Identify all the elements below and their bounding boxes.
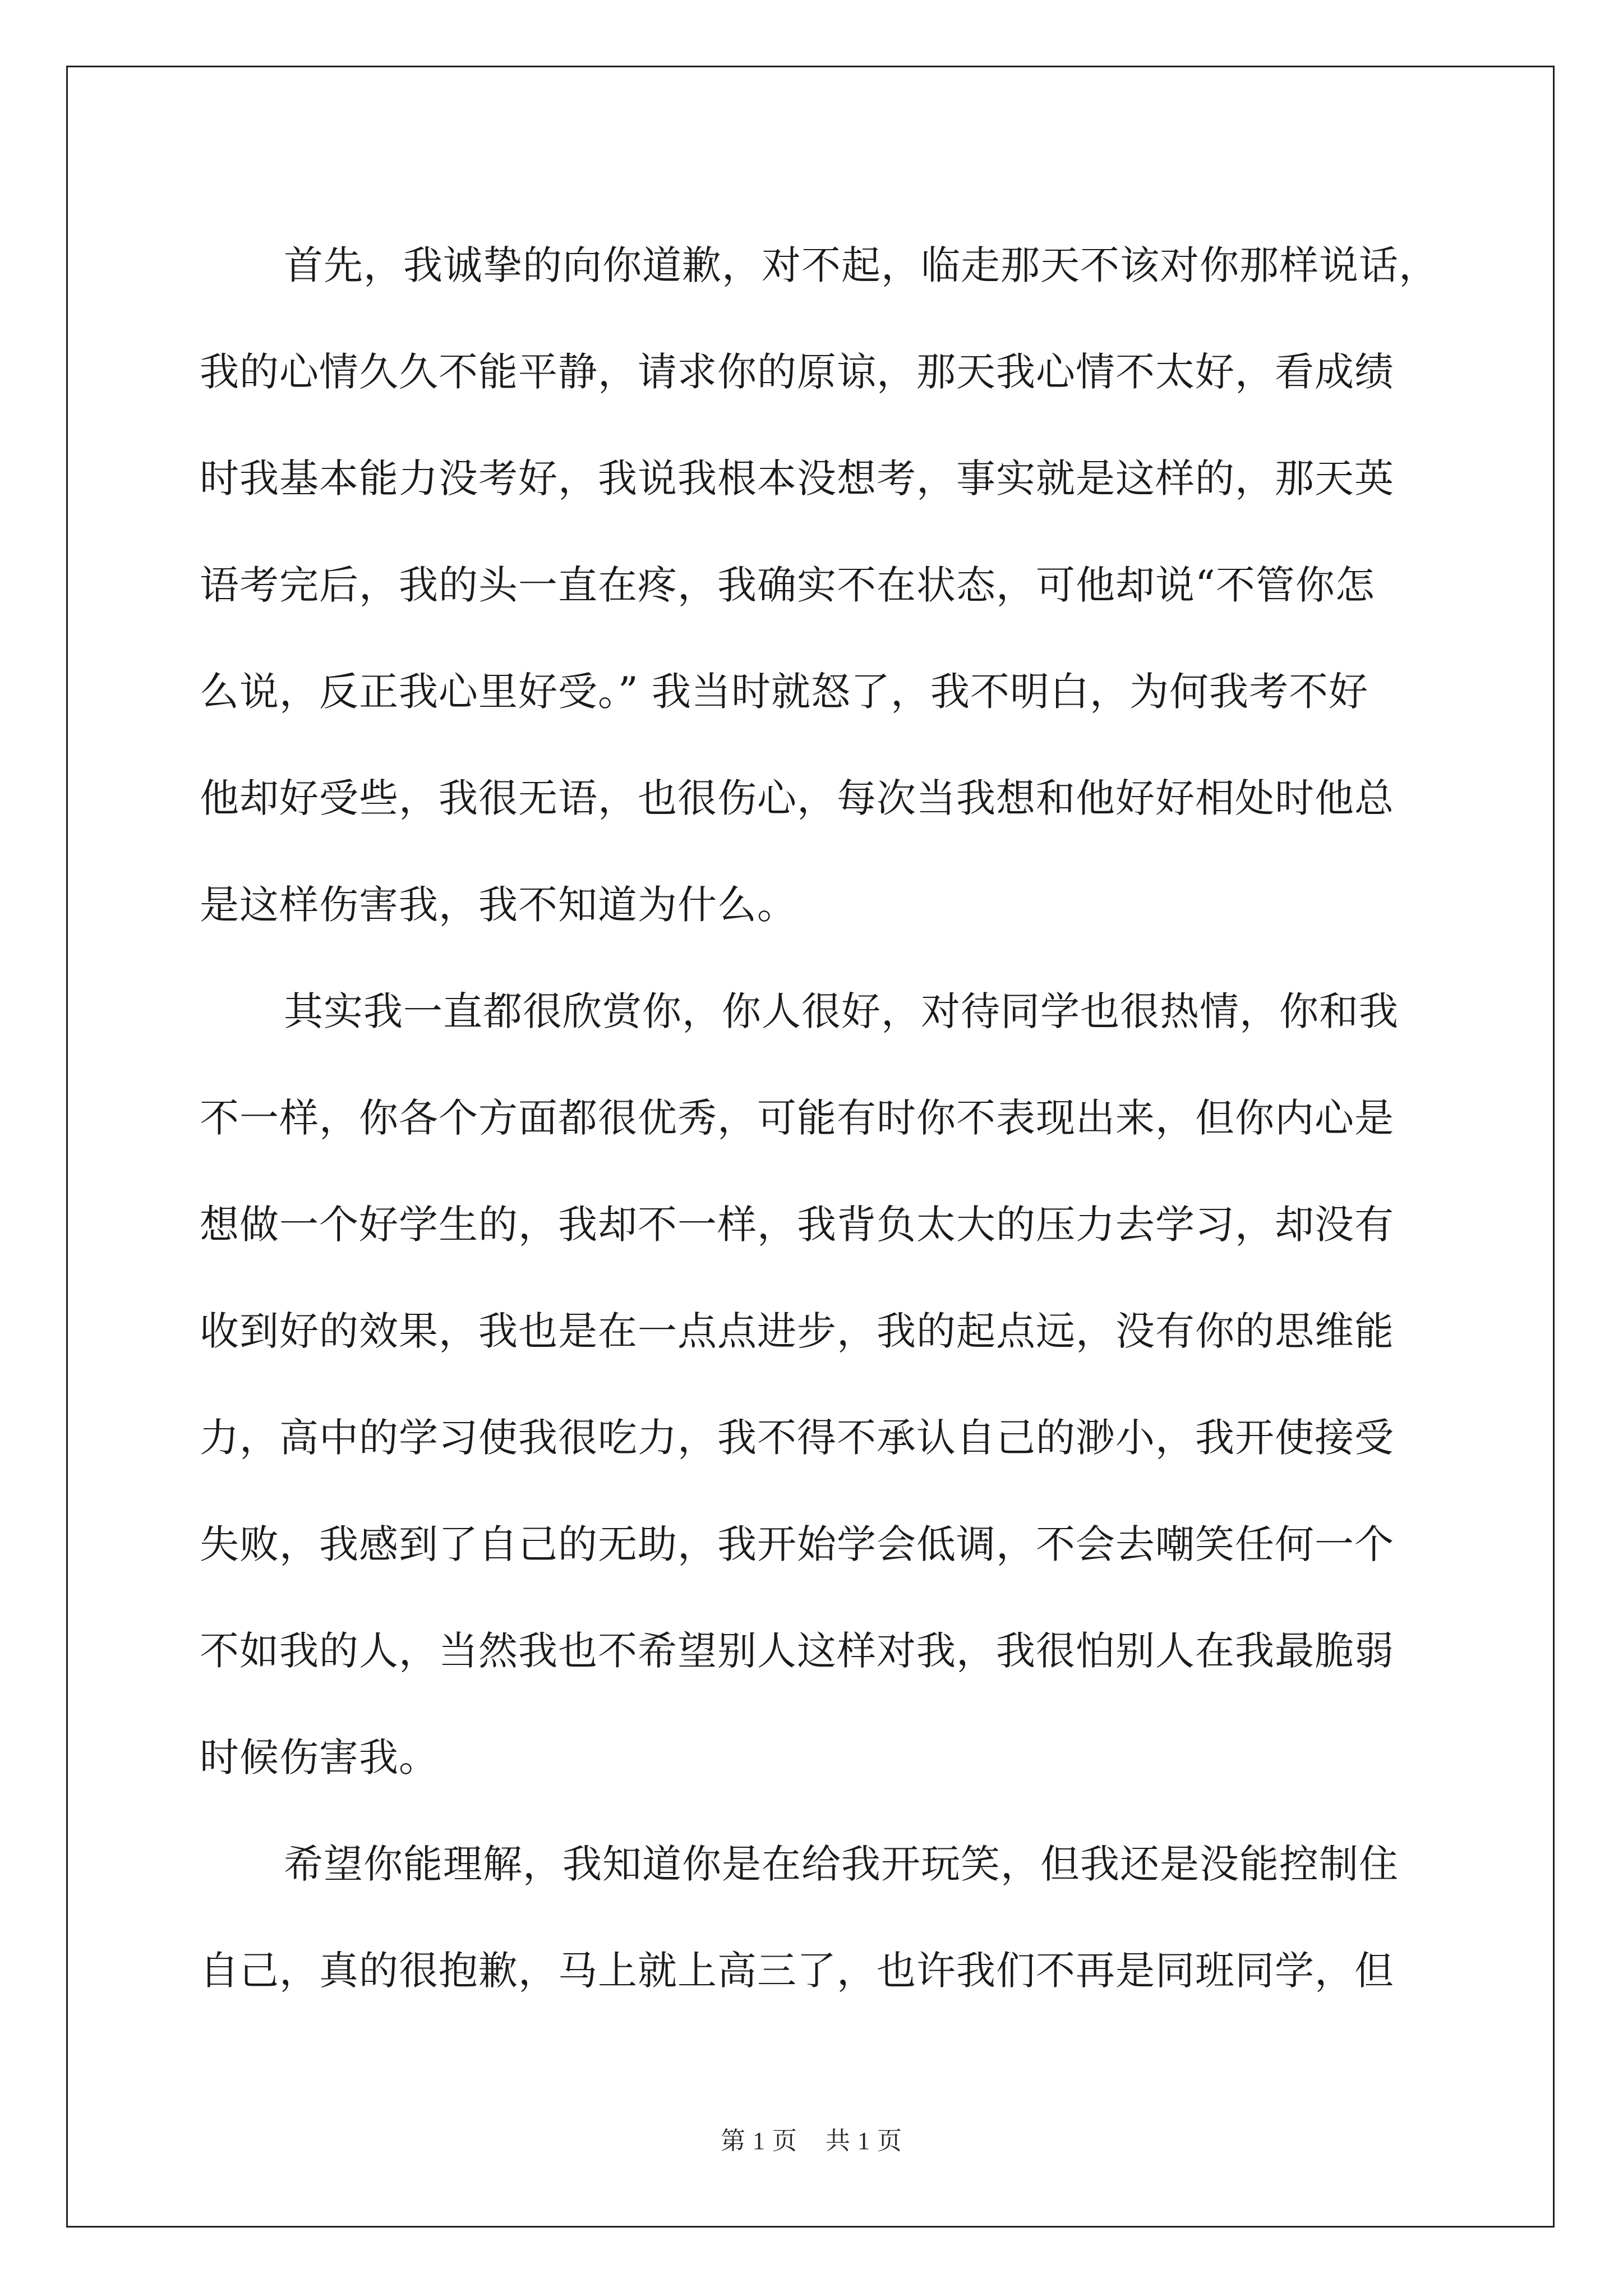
text-line: 首先，我诚挚的向你道歉，对不起，临走那天不该对你那样说话， bbox=[284, 242, 1438, 288]
text-line: 失败，我感到了自己的无助，我开始学会低调，不会去嘲笑任何一个 bbox=[200, 1521, 1394, 1567]
page-footer bbox=[0, 2120, 1623, 2156]
text-line: 自己，真的很抱歉，马上就上高三了，也许我们不再是同班同学，但 bbox=[200, 1948, 1394, 1994]
document-body bbox=[200, 212, 1438, 2024]
text-line: 时我基本能力没考好，我说我根本没想考，事实就是这样的，那天英 bbox=[200, 455, 1394, 501]
text-line: 我的心情久久不能平静，请求你的原谅，那天我心情不太好，看成绩 bbox=[200, 349, 1394, 395]
text-line: 收到好的效果，我也是在一点点进步，我的起点远，没有你的思维能 bbox=[200, 1308, 1394, 1354]
text-line: 语考完后，我的头一直在疼，我确实不在状态，可他却说“不管你怎 bbox=[200, 562, 1375, 608]
text-line: 希望你能理解，我知道你是在给我开玩笑，但我还是没能控制住 bbox=[284, 1841, 1399, 1887]
text-line: 其实我一直都很欣赏你，你人很好，对待同学也很热情，你和我 bbox=[284, 988, 1399, 1034]
text-line: 力，高中的学习使我很吃力，我不得不承认自己的渺小，我开使接受 bbox=[200, 1415, 1394, 1461]
page-total: 共 1 页 bbox=[826, 2127, 902, 2155]
page-number: 第 1 页 bbox=[721, 2127, 797, 2155]
text-line: 不一样，你各个方面都很优秀，可能有时你不表现出来，但你内心是 bbox=[200, 1095, 1394, 1141]
text-line: 不如我的人，当然我也不希望别人这样对我，我很怕别人在我最脆弱 bbox=[200, 1628, 1394, 1674]
text-line: 是这样伤害我，我不知道为什么。 bbox=[200, 882, 797, 928]
text-line: 他却好受些，我很无语，也很伤心，每次当我想和他好好相处时他总 bbox=[200, 775, 1394, 821]
text-line: 么说，反正我心里好受。” 我当时就怒了，我不明白，为何我考不好 bbox=[200, 669, 1369, 715]
text-line: 时候伤害我。 bbox=[200, 1734, 439, 1780]
text-line: 想做一个好学生的，我却不一样，我背负太大的压力去学习，却没有 bbox=[200, 1202, 1394, 1248]
